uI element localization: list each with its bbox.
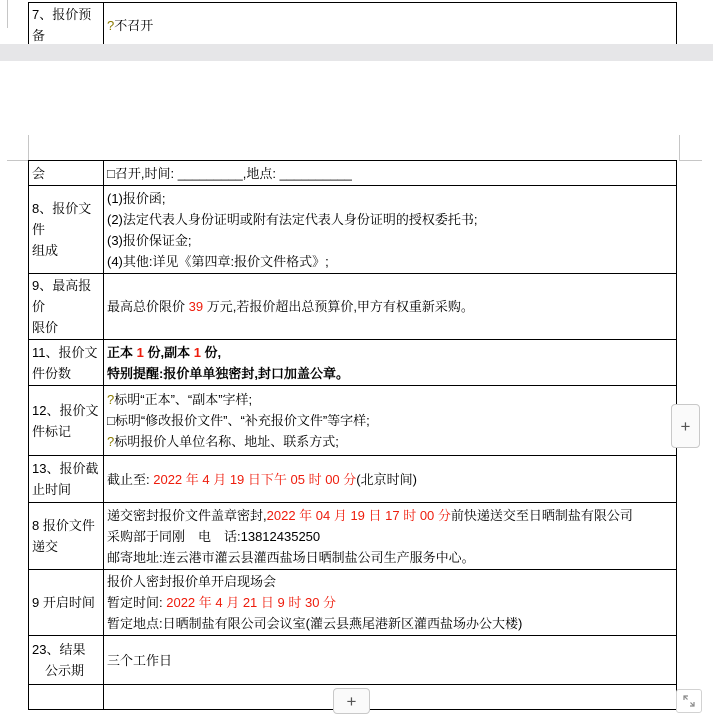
content-line [107,469,674,490]
table-row [29,503,677,570]
row-label-cell [29,161,104,186]
text-segment: 正本 [107,344,137,360]
row-content-cell [104,161,677,186]
row-content-cell [104,685,677,710]
label-line: 13、报价截 [32,461,99,476]
content-line [107,547,674,568]
label-line: 限价 [32,320,59,335]
text-segment: 39 [188,299,204,314]
label-line: 8 报价文件 [32,518,95,533]
table-row [29,161,677,186]
label-line: 件标记 [32,423,72,439]
text-segment: (3)报价保证金; [107,232,192,248]
label-line: 12、报价文 [32,402,99,418]
label-line: 7、报价预备 [32,7,92,43]
row-label-cell [29,456,104,503]
content-line [107,613,674,634]
content-line [107,188,674,209]
text-segment: □标明“修改报价文件”、“补充报价文件”等字样; [107,413,370,428]
row-label-cell [29,503,104,570]
text-segment: 不召开 [114,17,154,33]
row-content-cell [104,386,677,456]
table-row [29,274,677,340]
text-segment: (1)报价函; [107,190,166,206]
text-segment: 2022 年 4 月 21 日 9 时 30 分 [166,595,337,610]
content-line [107,389,674,410]
text-segment: 递交密封报价文件盖章密封, [107,507,267,523]
label-line: 递交 [32,539,59,554]
text-segment: 1 [136,344,144,360]
table-row [29,386,677,456]
content-line [107,526,674,547]
label-line: 11、报价文 [32,344,98,360]
text-segment: 1 [193,344,201,360]
row-content-cell [104,186,677,274]
text-segment: □召开,时间: _________,地点: __________ [107,165,352,181]
label-line: 组成 [32,243,59,258]
label-line: 9 开启时间 [32,595,95,610]
text-segment: 前快递送交至日晒制盐有限公司 [450,507,633,523]
content-line [107,342,674,363]
text-segment: 2022 年 4 月 19 日下午 05 时 00 分 [153,471,357,487]
row-content-cell [104,570,677,636]
label-line: 23、结果 [32,642,86,657]
text-segment: (北京时间) [356,471,417,487]
page2-left-margin-mark-horizontal [7,160,28,161]
content-line [107,431,674,452]
text-segment: 标明报价人单位名称、地址、联系方式; [114,434,339,449]
plus-icon: + [680,416,691,436]
table-row [29,186,677,274]
text-segment: 特别提醒:报价单单独密封,封口加盖公章。 [107,365,349,381]
content-line [107,363,674,384]
add-column-button[interactable] [671,404,700,448]
table-row [29,3,677,48]
content-line [107,410,674,431]
row-label-cell [29,570,104,636]
text-segment: (2)法定代表人身份证明或附有法定代表人身份证明的授权委托书; [107,211,478,227]
text-segment: 标明“正本”、“副本”字样; [114,392,253,407]
content-line [107,15,674,36]
content-line [107,251,674,272]
content-line [107,296,674,317]
page1-table-fragment [28,2,677,48]
content-line [107,230,674,251]
text-segment: 报价人密封报价单开启现场会 [107,574,277,589]
text-segment: 三个工作日 [107,652,173,668]
resize-table-button[interactable] [676,689,702,713]
text-segment: ? [107,392,115,407]
content-line [107,163,674,184]
label-line: 会 [32,165,46,181]
content-line [107,505,674,526]
content-line [107,592,674,613]
add-row-button[interactable] [333,688,370,714]
content-line [107,650,674,671]
row-content-cell [104,456,677,503]
label-line: 止时间 [32,482,72,497]
label-line: 公示期 [32,663,85,678]
row-label-cell [29,274,104,340]
text-segment: 采购部于同刚 电 话:13812435250 [107,528,321,544]
text-segment: 邮寄地址:连云港市灌云县灌西盐场日晒制盐公司生产服务中心。 [107,549,475,565]
label-line: 9、最高报价 [32,278,92,314]
row-content-cell [104,3,677,48]
label-line: 8、报价文件 [32,201,92,237]
row-content-cell [104,340,677,386]
text-segment: 2022 年 04 月 19 日 17 时 00 分 [266,507,451,523]
content-line [107,571,674,592]
page-separator [0,44,713,61]
row-label-cell [29,340,104,386]
resize-icon [682,694,696,708]
page1-margin-mark [7,0,8,28]
page2-right-margin-mark-vertical [679,135,680,160]
row-label-cell [29,3,104,48]
row-label-cell [29,386,104,456]
text-segment: ? [107,434,115,449]
table-row [29,340,677,386]
plus-icon: + [346,691,357,711]
text-segment: 份, [200,344,222,360]
table-row [29,570,677,636]
text-segment: 截止至: [107,471,154,487]
page2-right-margin-mark-horizontal [679,160,702,161]
content-line [107,209,674,230]
text-segment: 最高总价限价 [107,299,189,314]
row-content-cell [104,636,677,685]
text-segment: 万元,若报价超出总预算价,甲方有权重新采购。 [203,299,474,314]
table-row [29,456,677,503]
row-label-cell [29,685,104,710]
text-segment: (4)其他:详见《第四章:报价文件格式》; [107,253,329,269]
row-label-cell [29,186,104,274]
text-segment: 份,副本 [143,344,194,360]
page2-left-margin-mark-vertical [28,135,29,160]
text-segment: 暂定地点:日晒制盐有限公司会议室(灌云县燕尾港新区灌西盐场办公大楼) [107,616,523,631]
row-content-cell [104,503,677,570]
page2-table [28,160,677,710]
label-line: 件份数 [32,365,72,381]
text-segment: 暂定时间: [107,595,167,610]
table-row [29,636,677,685]
row-label-cell [29,636,104,685]
text-segment: ? [107,17,115,33]
row-content-cell [104,274,677,340]
